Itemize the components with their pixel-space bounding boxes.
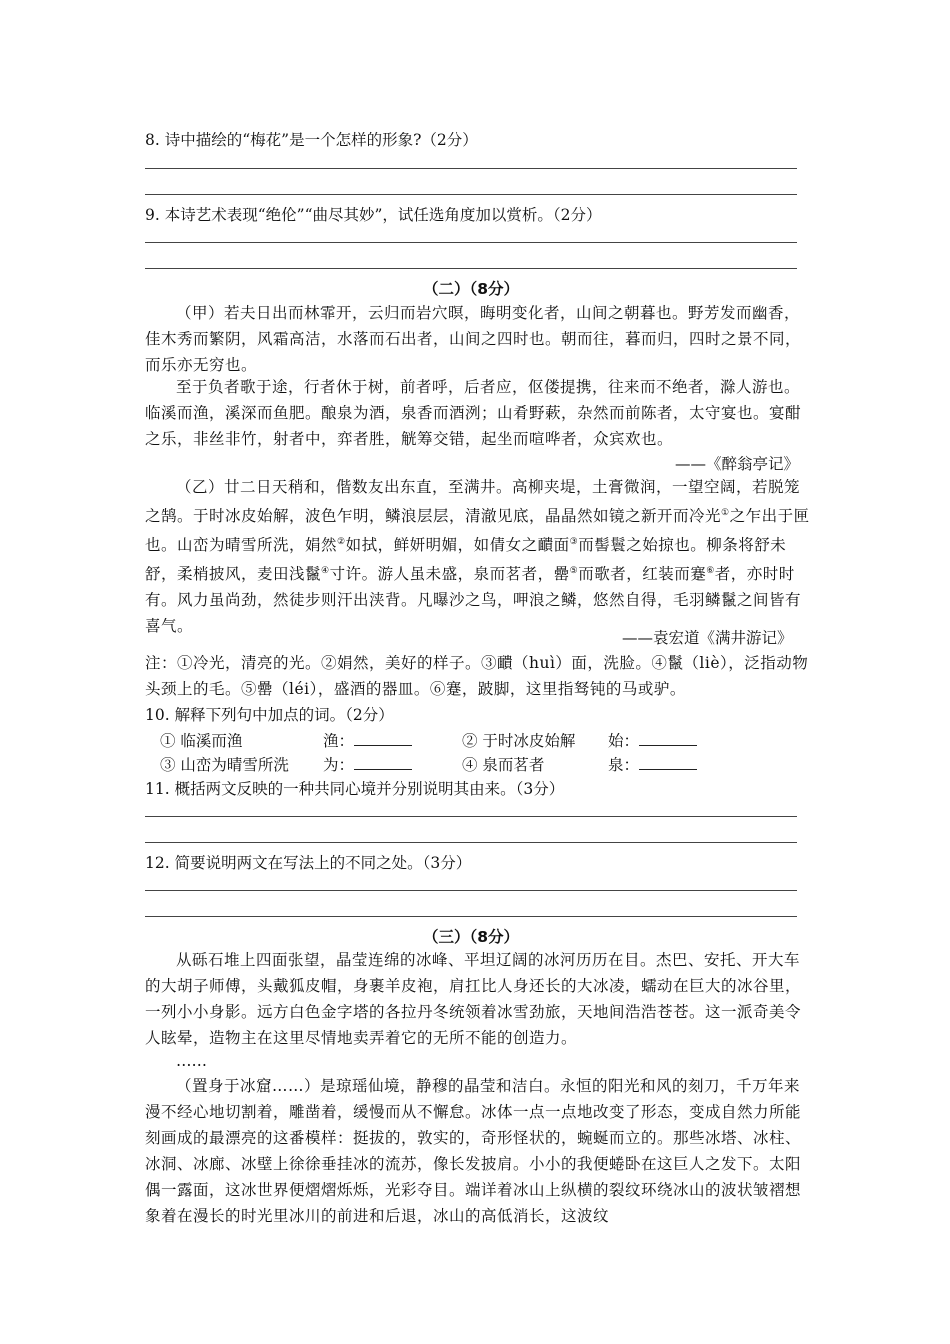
- question-8: 8. 诗中描绘的“梅花”是一个怎样的形象?（2分）: [145, 131, 478, 149]
- q10-item-2-answer[interactable]: 始：: [608, 729, 697, 751]
- answer-blank[interactable]: [354, 755, 412, 770]
- footnote-mark: ⑤: [569, 566, 579, 577]
- answer-line[interactable]: [145, 194, 797, 195]
- q10-item-1-answer[interactable]: 渔：: [323, 729, 412, 751]
- ellipsis: ……: [176, 1052, 207, 1070]
- question-11: 11. 概括两文反映的一种共同心境并分别说明其由来。（3分）: [145, 780, 565, 798]
- section-3-paragraph-1: 从砾石堆上四面张望，晶莹连绵的冰峰、平坦辽阔的冰河历历在目。杰巴、安托、开大车的大胡子师傅，头戴狐皮帽，身裹羊皮袍，肩扛比人身还长的大冰凌，蠕动在巨大的冰谷里，一列小小身影。远方白色金字塔的各拉丹冬统领着冰雪劲旅，天地间浩浩苍苍。这一派奇美令人眩晕，造物主在这里尽情地卖弄着它的无所不能的创造力。: [145, 951, 802, 1047]
- section-3-title: （三）（8分）: [422, 928, 520, 946]
- section-3-paragraph-2: （置身于冰窟……）是琼瑶仙境，静穆的晶莹和洁白。永恒的阳光和风的刻刀，千万年来漫不经心地切割着，雕凿着，缓慢而从不懈怠。冰体一点一点地改变了形态，变成自然力所能刻画成的最漂亮的这番模样：挺拔的，敦实的，奇形怪状的，蜿蜒而立的。那些冰塔、冰柱、冰洞、冰廊、冰壁上徐徐垂挂冰的流苏，像长发披肩。小小的我便蜷卧在这巨人之发下。太阳偶一露面，这冰世界便熠熠烁烁，光彩夺目。端详着冰山上纵横的裂纹环绕冰山的波状皱褶想象着在漫长的时光里冰川的前进和后退，冰山的高低消长，这波纹: [145, 1077, 802, 1225]
- footnote-mark: ①: [721, 508, 730, 518]
- answer-line[interactable]: [145, 816, 797, 817]
- answer-line[interactable]: [145, 842, 797, 843]
- answer-line[interactable]: [145, 242, 797, 243]
- question-9: 9. 本诗艺术表现“绝伦”“曲尽其妙”，试任选角度加以赏析。（2分）: [145, 206, 602, 224]
- passage-yi-paragraph: （乙）廿二日天稍和，偕数友出东直，至满井。高柳夹堤，土膏微润，一望空阔，若脱笼之鹄。于时冰皮始解，波色乍明，鳞浪层层，清澈见底，晶晶然如镜之新开而冷光①之乍出于匣也。山峦为晴雪所洗，娟然②如拭，鲜妍明媚，如倩女之靧面③而髻鬟之始掠也。柳条将舒未舒，柔梢披风，麦田浅鬣④寸许。游人虽未盛，泉而茗者，罍⑤而歌者，红装而蹇⑥者，亦时时有。风力虽尚劲，然徒步则汗出浃背。凡曝沙之鸟，呷浪之鳞，悠然自得，毛羽鳞鬣之间皆有喜气。: [145, 478, 810, 636]
- answer-blank[interactable]: [639, 731, 697, 746]
- answer-blank[interactable]: [639, 755, 697, 770]
- passage-jia-source: ——《醉翁亭记》: [675, 455, 800, 473]
- answer-line[interactable]: [145, 268, 797, 269]
- q10-item-1: ① 临溪而渔: [160, 732, 243, 750]
- question-12: 12. 简要说明两文在写法上的不同之处。（3分）: [145, 854, 472, 872]
- q10-item-4: ④ 泉而茗者: [462, 756, 545, 774]
- q10-item-3-answer[interactable]: 为：: [323, 753, 412, 775]
- answer-line[interactable]: [145, 890, 797, 891]
- section-2-title: （二）（8分）: [422, 280, 520, 298]
- annotations: 注：①冷光，清亮的光。②娟然，美好的样子。③靧（huì）面，洗脸。④鬣（liè），泛指动物头颈上的毛。⑤罍（léi），盛酒的器皿。⑥蹇，跛脚，这里指驽钝的马或驴。: [145, 654, 809, 698]
- q10-item-3: ③ 山峦为晴雪所洗: [160, 756, 289, 774]
- q10-item-2: ② 于时冰皮始解: [462, 732, 576, 750]
- footnote-mark: ⑥: [706, 566, 715, 577]
- passage-jia-paragraph-1: （甲）若夫日出而林霏开，云归而岩穴暝，晦明变化者，山间之朝暮也。野芳发而幽香，佳木秀而繁阴，风霜高洁，水落而石出者，山间之四时也。朝而往，暮而归，四时之景不同，而乐亦无穷也。: [145, 304, 802, 374]
- passage-jia-paragraph-2: 至于负者歌于途，行者休于树，前者呼，后者应，伛偻提携，往来而不绝者，滁人游也。临溪而渔，溪深而鱼肥。酿泉为酒，泉香而酒洌；山肴野蔌，杂然而前陈者，太守宴也。宴酣之乐，非丝非竹，射者中，弈者胜，觥筹交错，起坐而喧哗者，众宾欢也。: [145, 378, 802, 448]
- footnote-mark: ④: [321, 566, 330, 577]
- passage-yi-source: ——袁宏道《满井游记》: [622, 629, 793, 647]
- answer-blank[interactable]: [354, 731, 412, 746]
- answer-line[interactable]: [145, 916, 797, 917]
- q10-item-4-answer[interactable]: 泉：: [608, 753, 697, 775]
- footnote-mark: ③: [569, 537, 579, 548]
- footnote-mark: ②: [337, 537, 346, 548]
- question-10: 10. 解释下列句中加点的词。（2分）: [145, 706, 394, 724]
- answer-line[interactable]: [145, 168, 797, 169]
